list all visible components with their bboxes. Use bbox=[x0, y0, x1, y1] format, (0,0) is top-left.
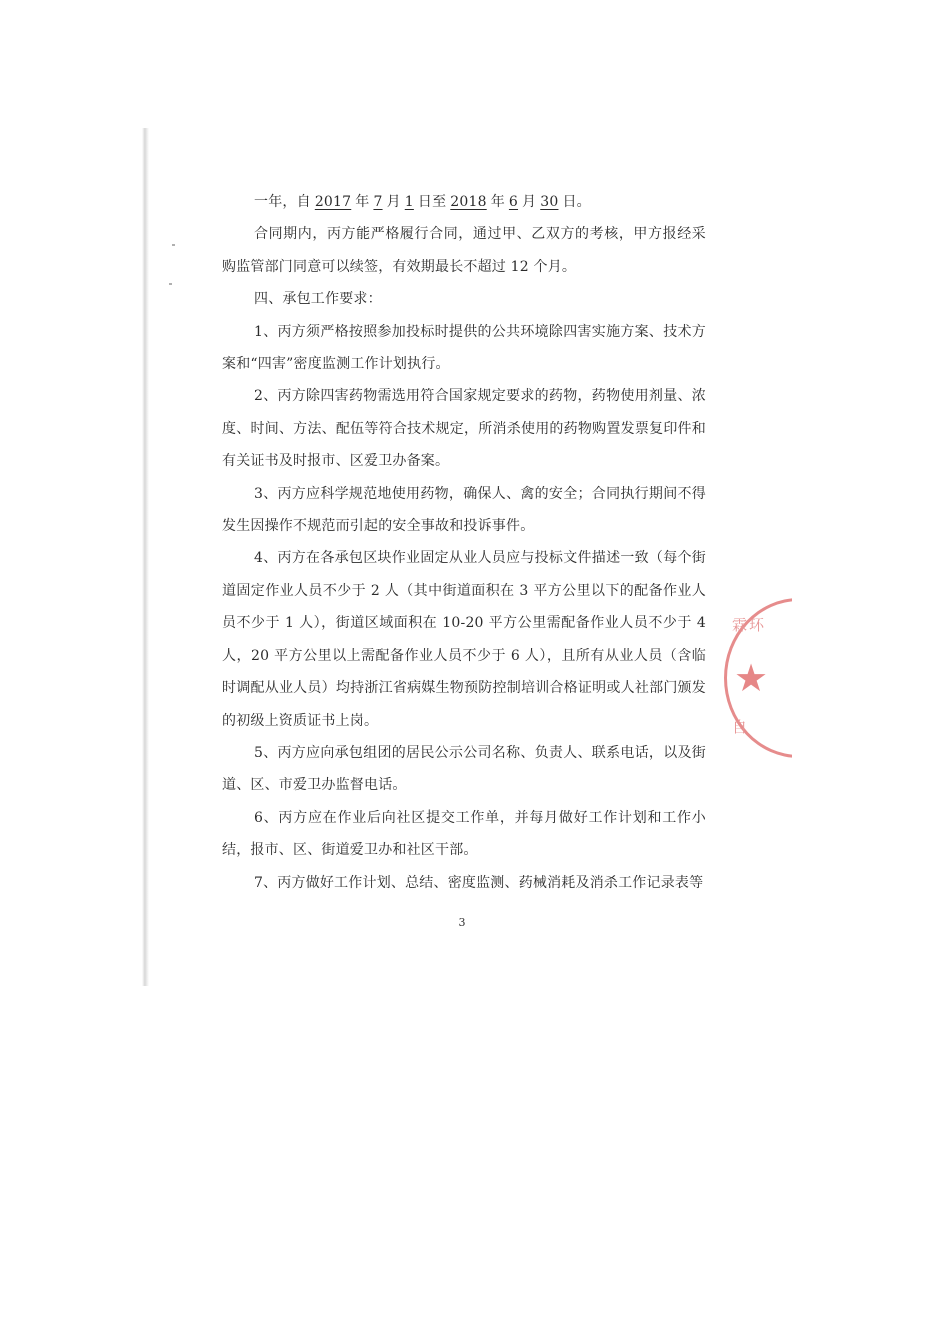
paragraph-text: 2、丙方除四害药物需选用符合国家规定要求的药物，药物使用剂量、浓度、时间、方法、配伍等符合技术规定，所消杀使用的药物购置发票复印件和有关证书及时报市、区爱卫办备案。 bbox=[222, 388, 706, 470]
paragraph-3 bbox=[222, 283, 706, 315]
paragraph-text: 四、承包工作要求： bbox=[254, 291, 382, 308]
page-number: 3 bbox=[458, 916, 466, 929]
paragraph-text: 6、丙方应在作业后向社区提交工作单，并每月做好工作计划和工作小结，报市、区、街道爱卫办和社区干部。 bbox=[222, 809, 706, 859]
paragraph-7 bbox=[222, 542, 706, 736]
underlined-date-value: 7 bbox=[373, 194, 383, 210]
red-seal-stamp bbox=[722, 598, 792, 762]
paragraph-5 bbox=[222, 380, 706, 477]
underlined-date-value: 1 bbox=[404, 194, 414, 210]
paragraph-text: 年 bbox=[490, 194, 505, 210]
paragraph-text: 3、丙方应科学规范地使用药物，确保人、禽的安全；合同执行期间不得发生因操作不规范而引起的安全事故和投诉事件。 bbox=[222, 485, 706, 535]
underlined-date-value: 30 bbox=[540, 194, 559, 210]
seal-star-icon: ★ bbox=[734, 656, 769, 700]
scan-speck bbox=[172, 244, 175, 246]
paragraph-1 bbox=[222, 186, 706, 218]
paragraph-text: 7、丙方做好工作计划、总结、密度监测、药械消耗及消杀工作记录表等 bbox=[254, 874, 704, 891]
underlined-date-value: 2017 bbox=[314, 194, 352, 210]
underlined-date-value: 2018 bbox=[450, 194, 487, 210]
paragraph-text: 日至 bbox=[417, 194, 447, 210]
document-page bbox=[222, 186, 706, 899]
paragraph-6 bbox=[222, 478, 706, 543]
paragraph-text: 日。 bbox=[562, 194, 591, 210]
paragraph-text: 年 bbox=[355, 194, 370, 210]
paragraph-8 bbox=[222, 737, 706, 802]
paragraph-10 bbox=[222, 867, 706, 899]
paragraph-text: 4、丙方在各承包区块作业固定从业人员应与投标文件描述一致（每个街道固定作业人员不少于 2 人（其中街道面积在 3 平方公里以下的配备作业人员不少于 1 人），街道区域面积在 10-20 平方公里需配备作业人员不少于 4 人，20 平方公里以上需配备作业人员不少于 6 人），且所有从业人员（含临时调配从业人员）均持浙江省病媒生物预防控制培训合格证明或人社部门颁发的初级上资质证书上岗。 bbox=[222, 550, 706, 729]
paragraph-text: 月 bbox=[522, 194, 537, 210]
scan-speck bbox=[169, 283, 172, 285]
paragraph-text: 5、丙方应向承包组团的居民公示公司名称、负责人、联系电话，以及街道、区、市爱卫办监督电话。 bbox=[222, 744, 706, 794]
paragraph-4 bbox=[222, 316, 706, 381]
underlined-date-value: 6 bbox=[508, 194, 519, 210]
scan-edge-shadow bbox=[142, 128, 149, 986]
paragraph-text: 月 bbox=[386, 194, 401, 210]
paragraph-text: 一年，自 bbox=[254, 194, 311, 210]
seal-text-top: 霖环 bbox=[732, 616, 767, 634]
paragraph-text: 1、丙方须严格按照参加投标时提供的公共环境除四害实施方案、技术方案和“四害”密度监测工作计划执行。 bbox=[222, 323, 706, 373]
paragraph-text: 合同期内，丙方能严格履行合同，通过甲、乙双方的考核，甲方报经采购监管部门同意可以续签，有效期最长不超过 12 个月。 bbox=[222, 226, 706, 275]
seal-text-bottom: 自 bbox=[732, 718, 750, 736]
paragraph-9 bbox=[222, 802, 706, 867]
paragraph-2 bbox=[222, 218, 706, 283]
